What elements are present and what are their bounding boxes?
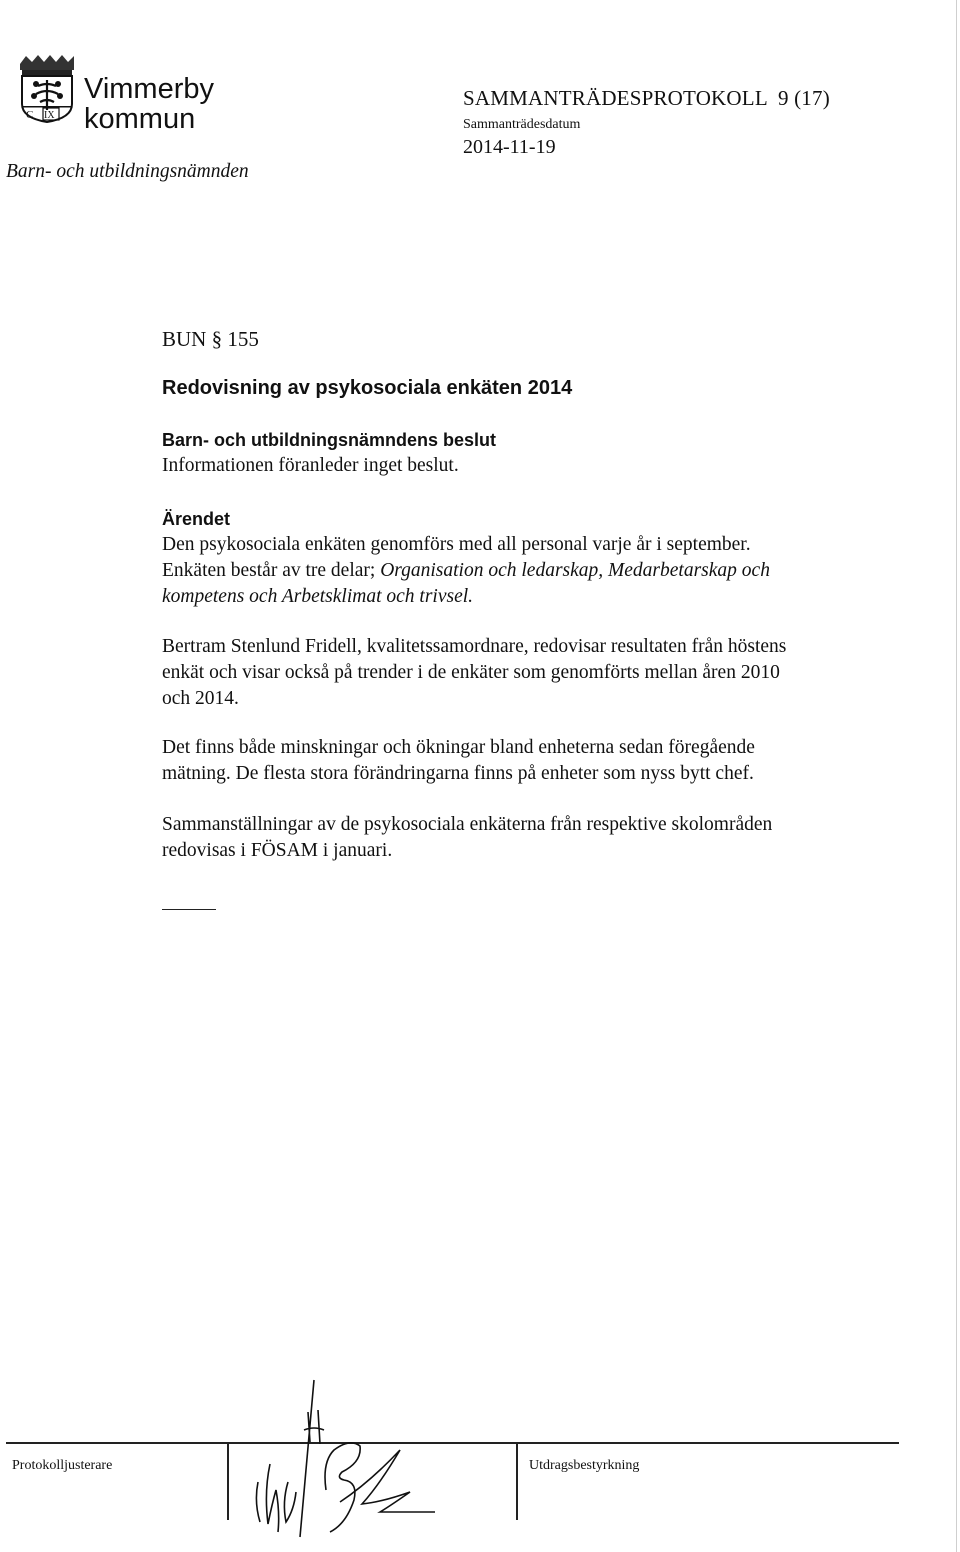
adjuster-label: Protokolljusterare bbox=[12, 1458, 113, 1473]
matter-heading: Ärendet bbox=[162, 509, 231, 529]
matter-paragraph bbox=[162, 532, 862, 610]
changes-line-2: mätning. De flesta stora förändringarna finns på enheter som nyss bytt chef. bbox=[162, 763, 754, 784]
matter-line-1: Den psykosociala enkäten genomförs med all personal varje år i september. bbox=[162, 534, 751, 555]
section-number: BUN § 155 bbox=[162, 327, 259, 351]
svg-text:IX: IX bbox=[44, 110, 55, 121]
presentation-line-1: Bertram Stenlund Fridell, kvalitetssamordnare, redovisar resultaten från höstens bbox=[162, 636, 787, 657]
section-end-rule bbox=[162, 909, 216, 910]
handwritten-signature bbox=[230, 1372, 445, 1547]
brand-line-2: kommun bbox=[84, 103, 196, 135]
compilation-line-1: Sammanställningar av de psykosociala enkäterna från respektive skolområden bbox=[162, 814, 773, 835]
compilation-paragraph bbox=[162, 812, 862, 864]
matter-line-3 bbox=[162, 584, 862, 610]
matter-line-3-parts: kompetens och Arbetsklimat och trivsel. bbox=[162, 586, 474, 607]
section-title: Redovisning av psykosociala enkäten 2014 bbox=[162, 377, 573, 399]
certification-label: Utdragsbestyrkning bbox=[529, 1458, 640, 1473]
changes-paragraph bbox=[162, 735, 862, 787]
brand-line-1: Vimmerby bbox=[84, 73, 214, 105]
matter-line-2-parts: Organisation och ledarskap, Medarbetarskap och bbox=[380, 560, 770, 581]
footer-divider-left bbox=[227, 1442, 229, 1520]
presentation-paragraph bbox=[162, 634, 862, 712]
matter-line-2-prefix: Enkäten består av tre delar; bbox=[162, 560, 381, 581]
page-edge bbox=[956, 0, 957, 1552]
meeting-date-label: Sammanträdesdatum bbox=[463, 117, 581, 132]
decision-heading: Barn- och utbildningsnämndens beslut bbox=[162, 430, 497, 450]
municipality-name bbox=[84, 74, 214, 134]
svg-text:C: C bbox=[26, 109, 34, 121]
footer-divider-right bbox=[516, 1442, 518, 1520]
document-title: SAMMANTRÄDESPROTOKOLL 9 (17) bbox=[463, 86, 830, 110]
presentation-line-3: och 2014. bbox=[162, 688, 239, 709]
changes-line-1: Det finns både minskningar och ökningar bland enheterna sedan föregående bbox=[162, 737, 755, 758]
committee-name: Barn- och utbildningsnämnden bbox=[6, 161, 249, 182]
compilation-line-2: redovisas i FÖSAM i januari. bbox=[162, 840, 393, 861]
presentation-line-2: enkät och visar också på trender i de enkäter som genomförts mellan åren 2010 bbox=[162, 662, 780, 683]
footer-rule bbox=[6, 1442, 899, 1444]
matter-line-2 bbox=[162, 558, 862, 584]
meeting-date: 2014-11-19 bbox=[463, 136, 556, 158]
municipal-crest-logo bbox=[16, 52, 78, 124]
decision-text: Informationen föranleder inget beslut. bbox=[162, 455, 459, 476]
